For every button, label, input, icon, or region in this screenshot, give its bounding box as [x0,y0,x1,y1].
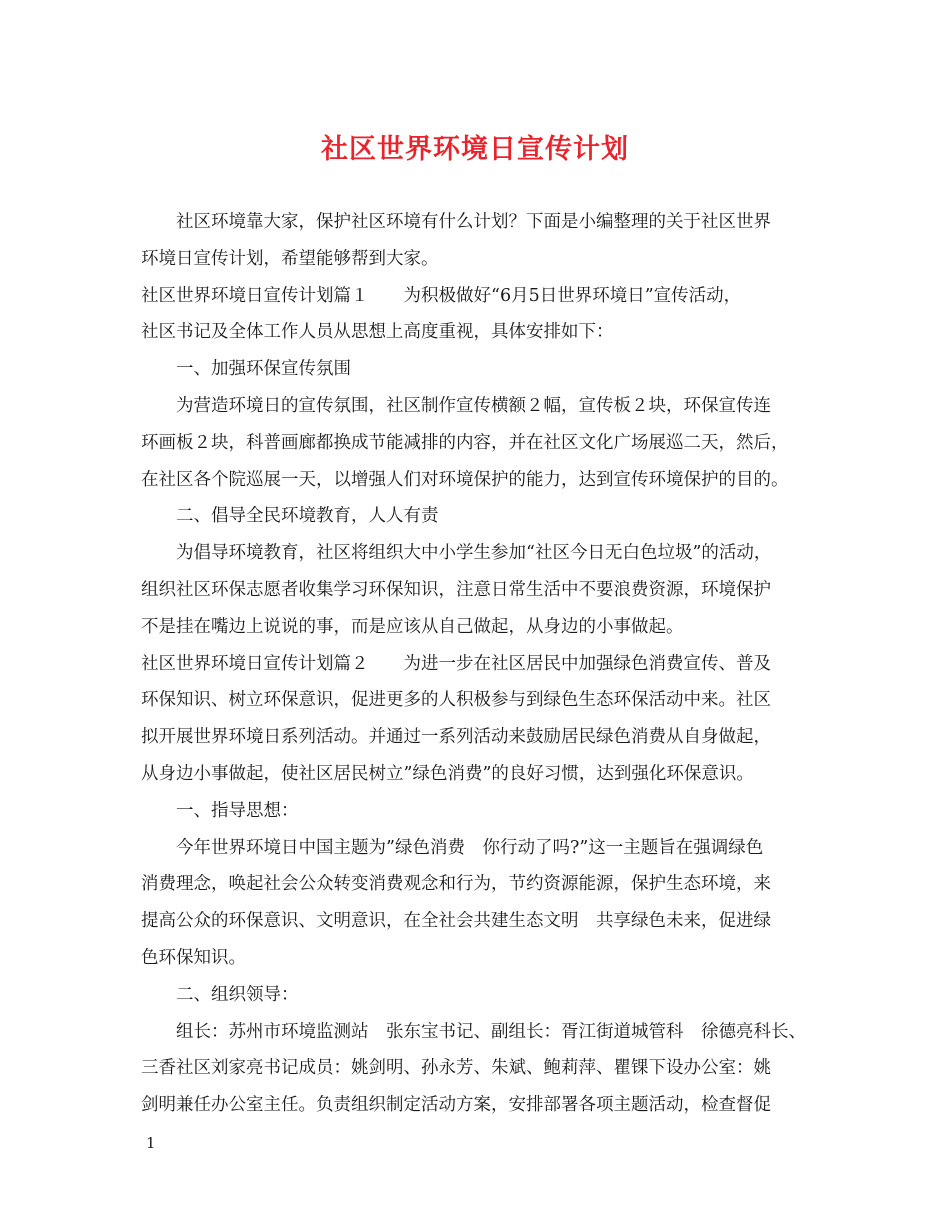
text-line: 环画板２块，科普画廊都换成节能减排的内容，并在社区文化广场展巡二天，然后， [141,432,789,453]
text-line: 二、组织领导： [176,984,299,1005]
text-line: 今年世界环境日中国主题为”绿色消费 你行动了吗?”这一主题旨在强调绿色 [176,837,764,858]
text-line: 不是挂在嘴边上说说的事，而是应该从自己做起，从身边的小事做起。 [141,616,684,637]
text-line: 三香社区刘家亮书记成员：姚剑明、孙永芳、朱斌、鲍莉萍、瞿锞下设办公室：姚 [141,1058,771,1079]
text-line: 提高公众的环保意识、文明意识，在全社会共建生态文明 共享绿色未来，促进绿 [141,911,771,932]
text-line: 组长：苏州市环境监测站 张东宝书记、副组长：胥江街道城管科 徐德亮科长、 [176,1021,806,1042]
text-line: 色环保知识。 [141,947,246,968]
text-line: 环境日宣传计划，希望能够帮到大家。 [141,248,439,269]
text-line: 二、倡导全民环境教育，人人有责 [176,506,439,527]
page-number: 1 [146,1134,156,1152]
text-line: 剑明兼任办公室主任。负责组织制定活动方案，安排部署各项主题活动，检查督促 [141,1095,771,1116]
text-line: 社区世界环境日宣传计划篇２ 为进一步在社区居民中加强绿色消费宣传、普及 [141,653,771,674]
text-line: 一、指导思想： [176,800,299,821]
text-line: 社区环境靠大家，保护社区环境有什么计划？下面是小编整理的关于社区世界 [176,212,771,232]
text-line: 社区世界环境日宣传计划篇１ 为积极做好“6月5日世界环境日”宣传活动， [141,285,742,306]
text-line: 拟开展世界环境日系列活动。并通过一系列活动来鼓励居民绿色消费从自身做起， [141,727,771,748]
text-line: 消费理念，唤起社会公众转变消费观念和行为，节约资源能源，保护生态环境，来 [141,874,771,895]
text-line: 从身边小事做起，使社区居民树立”绿色消费”的良好习惯，达到强化环保意识。 [141,763,754,784]
document-title: 社区世界环境日宣传计划 [321,134,629,165]
text-line: 在社区各个院巡展一天，以增强人们对环境保护的能力，达到宣传环境保护的目的。 [141,469,789,490]
text-line: 社区书记及全体工作人员从思想上高度重视，具体安排如下： [141,322,614,343]
document-body [141,204,831,1124]
text-line: 组织社区环保志愿者收集学习环保知识，注意日常生活中不要浪费资源，环境保护 [141,579,771,600]
text-line: 一、加强环保宣传氛围 [176,359,351,380]
text-line: 环保知识、树立环保意识，促进更多的人积极参与到绿色生态环保活动中来。社区 [141,690,771,711]
text-line: 为倡导环境教育，社区将组织大中小学生参加“社区今日无白色垃圾”的活动， [176,543,772,564]
text-line: 为营造环境日的宣传氛围，社区制作宣传横额２幅，宣传板２块，环保宣传连 [176,395,771,416]
